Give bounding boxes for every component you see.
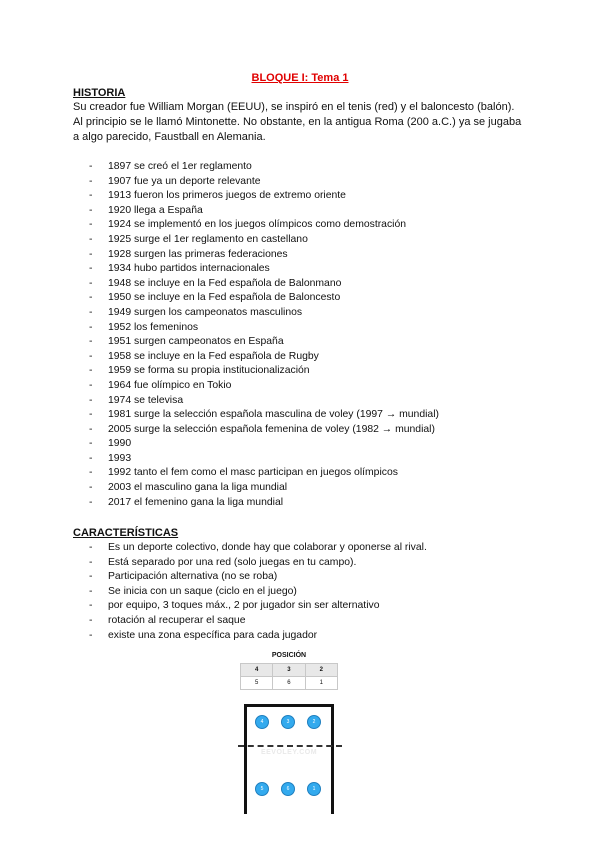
player-marker: 5 <box>255 782 269 796</box>
player-marker: 1 <box>307 782 321 796</box>
player-marker: 4 <box>255 715 269 729</box>
court-side-line <box>244 704 247 814</box>
historia-paragraph <box>73 100 543 145</box>
list-item: - 1950 se incluye en la Fed española de Baloncesto <box>73 291 439 306</box>
list-item: - Está separado por una red (solo juegas en tu campo). <box>73 556 427 571</box>
list-item: - 1993 <box>73 452 439 467</box>
list-item: - 1913 fueron los primeros juegos de extremo oriente <box>73 189 439 204</box>
list-item: - 1925 surge el 1er reglamento en castellano <box>73 233 439 248</box>
position-table-title: POSICIÓN <box>271 652 307 659</box>
player-marker: 6 <box>281 782 295 796</box>
list-item: - 1934 hubo partidos internacionales <box>73 262 439 277</box>
list-item: - 1981 surge la selección española masculina de voley (1997 → mundial) <box>73 408 439 423</box>
list-item: - 1974 se televisa <box>73 394 439 409</box>
list-item: - 1990 <box>73 437 439 452</box>
position-table <box>240 648 338 690</box>
watermark: EEVOLEY.COM <box>260 749 318 756</box>
list-item: - Se inicia con un saque (ciclo en el juego) <box>73 585 427 600</box>
player-marker: 3 <box>281 715 295 729</box>
list-item: - rotación al recuperar el saque <box>73 614 427 629</box>
list-item: - Participación alternativa (no se roba) <box>73 570 427 585</box>
list-item: - existe una zona específica para cada jugador <box>73 629 427 644</box>
court-net <box>238 745 342 747</box>
table-cell: 2 <box>305 664 337 677</box>
historia-list <box>73 160 439 510</box>
table-cell: 6 <box>273 677 305 690</box>
table-cell: 3 <box>273 664 305 677</box>
list-item: - Es un deporte colectivo, donde hay que colaborar y oponerse al rival. <box>73 541 427 556</box>
paragraph-line: Su creador fue William Morgan (EEUU), se inspiró en el tenis (red) y el baloncesto (balón). <box>73 101 515 113</box>
list-item: - 1959 se forma su propia institucionalización <box>73 364 439 379</box>
paragraph-line: Al principio se le llamó Mintonette. No obstante, en la antigua Roma (200 a.C.) ya se jugaba <box>73 116 522 128</box>
table-cell: 1 <box>305 677 337 690</box>
list-item: - 1964 fue olímpico en Tokio <box>73 379 439 394</box>
list-item: - 1951 surgen campeonatos en España <box>73 335 439 350</box>
list-item: - 1907 fue ya un deporte relevante <box>73 175 439 190</box>
list-item: - 2005 surge la selección española femenina de voley (1982 → mundial) <box>73 423 439 438</box>
list-item: - 2003 el masculino gana la liga mundial <box>73 481 439 496</box>
list-item: - 1928 surgen las primeras federaciones <box>73 248 439 263</box>
historia-heading: HISTORIA <box>73 87 126 99</box>
list-item: - por equipo, 3 toques máx., 2 por jugador sin ser alternativo <box>73 599 427 614</box>
table-cell: 5 <box>241 677 273 690</box>
court-side-line <box>331 704 334 814</box>
list-item: - 1952 los femeninos <box>73 321 439 336</box>
caracteristicas-list <box>73 541 427 643</box>
list-item: - 1949 surgen los campeonatos masculinos <box>73 306 439 321</box>
list-item: - 1958 se incluye en la Fed española de Rugby <box>73 350 439 365</box>
list-item: - 1948 se incluye en la Fed española de Balonmano <box>73 277 439 292</box>
paragraph-line: a algo parecido, Faustball en Alemania. <box>73 131 266 143</box>
table-cell: 4 <box>241 664 273 677</box>
player-marker: 2 <box>307 715 321 729</box>
list-item: - 1924 se implementó en los juegos olímpicos como demostración <box>73 218 439 233</box>
list-item: - 1897 se creó el 1er reglamento <box>73 160 439 175</box>
list-item: - 1920 llega a España <box>73 204 439 219</box>
caracteristicas-heading: CARACTERÍSTICAS <box>73 527 179 539</box>
document-title: BLOQUE I: Tema 1 <box>251 72 349 84</box>
list-item: - 1992 tanto el fem como el masc participan en juegos olímpicos <box>73 466 439 481</box>
court-end-line <box>244 704 334 707</box>
list-item: - 2017 el femenino gana la liga mundial <box>73 496 439 511</box>
volleyball-court-diagram <box>244 704 334 814</box>
